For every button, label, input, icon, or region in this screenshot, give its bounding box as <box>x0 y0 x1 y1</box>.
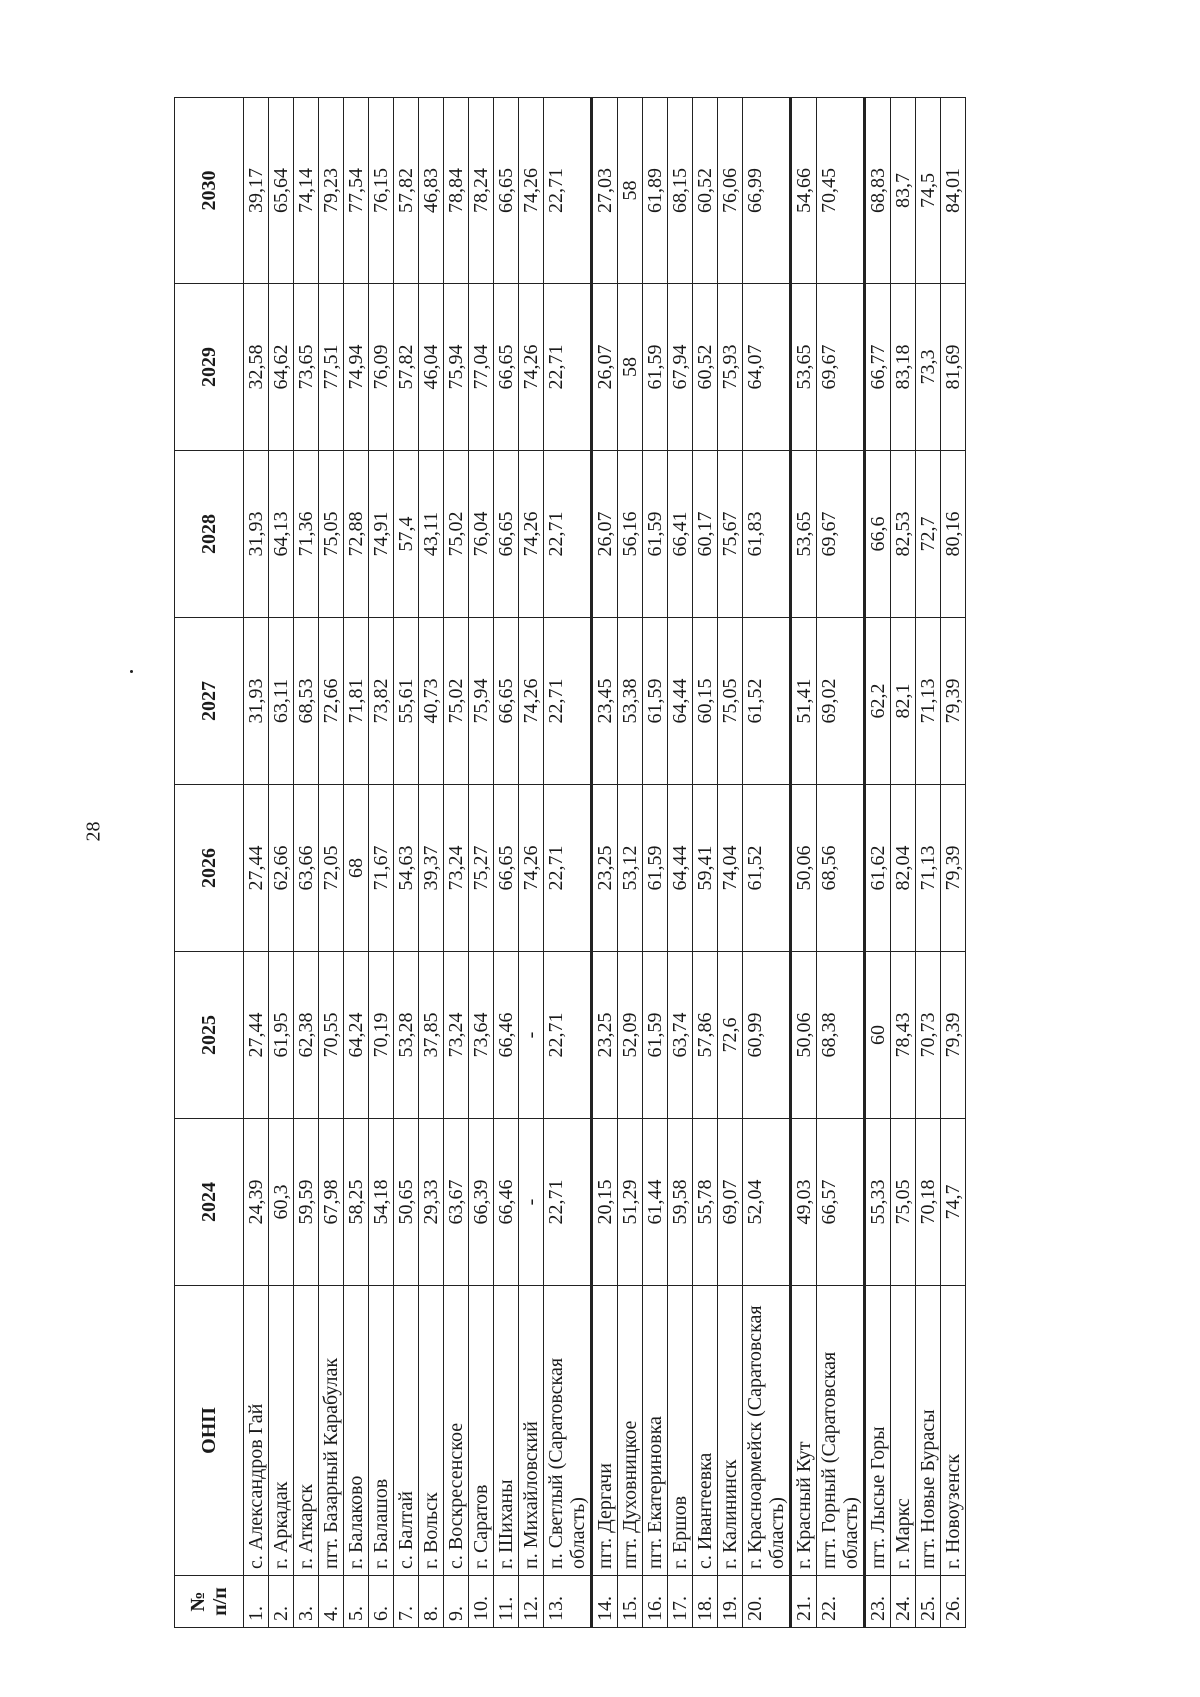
settlement-name: г. Балашов <box>369 1286 394 1576</box>
value-cell: 63,67 <box>444 1119 469 1286</box>
value-cell: 76,15 <box>369 98 394 284</box>
value-cell: 66,65 <box>494 451 519 618</box>
table-row <box>643 98 668 1628</box>
settlement-name: г. Аркадак <box>269 1286 294 1576</box>
table-row <box>743 98 791 1628</box>
value-cell: 82,1 <box>891 618 916 785</box>
value-cell: 39,17 <box>244 98 269 284</box>
header-year: 2029 <box>175 284 244 451</box>
value-cell: 46,83 <box>419 98 444 284</box>
row-number: 7. <box>394 1576 419 1628</box>
value-cell: 54,66 <box>791 98 817 284</box>
value-cell: 54,63 <box>394 785 419 952</box>
value-cell: 68,56 <box>817 785 865 952</box>
value-cell: 75,27 <box>469 785 494 952</box>
table-row <box>544 98 592 1628</box>
value-cell: 68,38 <box>817 952 865 1119</box>
row-number: 6. <box>369 1576 394 1628</box>
settlement-name: г. Калининск <box>718 1286 743 1576</box>
value-cell: 66,6 <box>865 451 891 618</box>
value-cell: 74,26 <box>519 98 544 284</box>
value-cell: 75,05 <box>718 618 743 785</box>
value-cell: 82,04 <box>891 785 916 952</box>
value-cell: 66,99 <box>743 98 791 284</box>
value-cell: 26,07 <box>592 284 618 451</box>
value-cell: 69,07 <box>718 1119 743 1286</box>
scan-dot <box>130 670 133 673</box>
table-row <box>319 98 344 1628</box>
row-number: 23. <box>865 1576 891 1628</box>
row-number: 24. <box>891 1576 916 1628</box>
value-cell: 23,25 <box>592 785 618 952</box>
value-cell: 59,41 <box>693 785 718 952</box>
settlement-name: г. Шиханы <box>494 1286 519 1576</box>
value-cell: 24,39 <box>244 1119 269 1286</box>
value-cell: 58,25 <box>344 1119 369 1286</box>
row-number: 19. <box>718 1576 743 1628</box>
value-cell: 77,04 <box>469 284 494 451</box>
header-name: ОНП <box>175 1286 244 1576</box>
value-cell: 22,71 <box>544 952 592 1119</box>
row-number: 4. <box>319 1576 344 1628</box>
value-cell: 75,94 <box>469 618 494 785</box>
value-cell: 66,65 <box>494 785 519 952</box>
value-cell: 61,52 <box>743 785 791 952</box>
row-number: 17. <box>668 1576 693 1628</box>
value-cell: 23,45 <box>592 618 618 785</box>
value-cell: 22,71 <box>544 618 592 785</box>
value-cell: 66,41 <box>668 451 693 618</box>
value-cell: 68,83 <box>865 98 891 284</box>
row-number: 11. <box>494 1576 519 1628</box>
value-cell: 75,02 <box>444 451 469 618</box>
header-number: № п/п <box>175 1576 244 1628</box>
value-cell: 53,65 <box>791 451 817 618</box>
value-cell: 84,01 <box>941 98 966 284</box>
table-row <box>891 98 916 1628</box>
value-cell: 70,19 <box>369 952 394 1119</box>
value-cell: 74,14 <box>294 98 319 284</box>
value-cell: 79,39 <box>941 785 966 952</box>
value-cell: 68,15 <box>668 98 693 284</box>
value-cell: 49,03 <box>791 1119 817 1286</box>
value-cell: 61,52 <box>743 618 791 785</box>
value-cell: 74,5 <box>916 98 941 284</box>
row-number: 12. <box>519 1576 544 1628</box>
value-cell: 75,93 <box>718 284 743 451</box>
value-cell: 69,02 <box>817 618 865 785</box>
settlement-name: г. Ершов <box>668 1286 693 1576</box>
row-number: 25. <box>916 1576 941 1628</box>
row-number: 9. <box>444 1576 469 1628</box>
value-cell: 39,37 <box>419 785 444 952</box>
row-number: 13. <box>544 1576 592 1628</box>
value-cell: 66,65 <box>494 618 519 785</box>
value-cell: 60,3 <box>269 1119 294 1286</box>
value-cell: 75,94 <box>444 284 469 451</box>
value-cell: 77,51 <box>319 284 344 451</box>
settlement-name: с. Александров Гай <box>244 1286 269 1576</box>
value-cell: 74,26 <box>519 618 544 785</box>
value-cell: 31,93 <box>244 451 269 618</box>
row-number: 3. <box>294 1576 319 1628</box>
value-cell: 40,73 <box>419 618 444 785</box>
settlement-name: с. Воскресенское <box>444 1286 469 1576</box>
value-cell: 60,17 <box>693 451 718 618</box>
table-row <box>444 98 469 1628</box>
row-number: 5. <box>344 1576 369 1628</box>
value-cell: 51,41 <box>791 618 817 785</box>
value-cell: 26,07 <box>592 451 618 618</box>
value-cell: 70,18 <box>916 1119 941 1286</box>
settlement-name: г. Саратов <box>469 1286 494 1576</box>
value-cell: 82,53 <box>891 451 916 618</box>
value-cell: 80,16 <box>941 451 966 618</box>
value-cell: 46,04 <box>419 284 444 451</box>
row-number: 22. <box>817 1576 865 1628</box>
value-cell: 83,18 <box>891 284 916 451</box>
value-cell: 66,65 <box>494 284 519 451</box>
settlement-name: г. Маркс <box>891 1286 916 1576</box>
value-cell: 60,52 <box>693 98 718 284</box>
row-number: 16. <box>643 1576 668 1628</box>
value-cell: 70,73 <box>916 952 941 1119</box>
value-cell: 72,05 <box>319 785 344 952</box>
value-cell: 22,71 <box>544 98 592 284</box>
value-cell: 61,62 <box>865 785 891 952</box>
value-cell: 61,59 <box>643 618 668 785</box>
header-year: 2030 <box>175 98 244 284</box>
value-cell: 55,33 <box>865 1119 891 1286</box>
table-row <box>865 98 891 1628</box>
value-cell: 73,82 <box>369 618 394 785</box>
value-cell: 78,43 <box>891 952 916 1119</box>
table-row <box>791 98 817 1628</box>
settlement-name: пгт. Екатериновка <box>643 1286 668 1576</box>
table-row <box>718 98 743 1628</box>
settlement-name: г. Новоузенск <box>941 1286 966 1576</box>
value-cell: 65,64 <box>269 98 294 284</box>
value-cell: - <box>519 1119 544 1286</box>
value-cell: 71,81 <box>344 618 369 785</box>
value-cell: 61,59 <box>643 284 668 451</box>
row-number: 10. <box>469 1576 494 1628</box>
value-cell: 57,82 <box>394 284 419 451</box>
header-year: 2028 <box>175 451 244 618</box>
table-row <box>494 98 519 1628</box>
settlement-name: пгт. Дергачи <box>592 1286 618 1576</box>
value-cell: 75,02 <box>444 618 469 785</box>
table-row <box>916 98 941 1628</box>
value-cell: 69,67 <box>817 284 865 451</box>
value-cell: 54,18 <box>369 1119 394 1286</box>
value-cell: 22,71 <box>544 1119 592 1286</box>
value-cell: 76,06 <box>718 98 743 284</box>
value-cell: 72,88 <box>344 451 369 618</box>
row-number: 14. <box>592 1576 618 1628</box>
table-row <box>592 98 618 1628</box>
table-body <box>244 98 966 1628</box>
value-cell: 78,84 <box>444 98 469 284</box>
value-cell: 51,29 <box>618 1119 643 1286</box>
value-cell: 67,94 <box>668 284 693 451</box>
value-cell: 27,03 <box>592 98 618 284</box>
table-row <box>469 98 494 1628</box>
value-cell: 76,09 <box>369 284 394 451</box>
value-cell: 74,91 <box>369 451 394 618</box>
value-cell: 71,13 <box>916 785 941 952</box>
settlement-name: г. Красноармейск (Саратовская область) <box>743 1286 791 1576</box>
row-number: 8. <box>419 1576 444 1628</box>
value-cell: 78,24 <box>469 98 494 284</box>
value-cell: 74,94 <box>344 284 369 451</box>
settlement-name: пгт. Лысые Горы <box>865 1286 891 1576</box>
value-cell: 61,59 <box>643 952 668 1119</box>
value-cell: 62,38 <box>294 952 319 1119</box>
value-cell: 29,33 <box>419 1119 444 1286</box>
value-cell: 22,71 <box>544 451 592 618</box>
table-row <box>369 98 394 1628</box>
table-row <box>344 98 369 1628</box>
value-cell: 61,83 <box>743 451 791 618</box>
value-cell: 61,95 <box>269 952 294 1119</box>
value-cell: 76,04 <box>469 451 494 618</box>
value-cell: 59,58 <box>668 1119 693 1286</box>
value-cell: 50,06 <box>791 785 817 952</box>
value-cell: 57,86 <box>693 952 718 1119</box>
value-cell: 58 <box>618 98 643 284</box>
value-cell: 53,12 <box>618 785 643 952</box>
value-cell: 58 <box>618 284 643 451</box>
value-cell: 61,59 <box>643 785 668 952</box>
value-cell: 68 <box>344 785 369 952</box>
row-number: 21. <box>791 1576 817 1628</box>
value-cell: - <box>519 952 544 1119</box>
table-header-row <box>175 98 244 1628</box>
header-year: 2026 <box>175 785 244 952</box>
value-cell: 22,71 <box>544 284 592 451</box>
header-year: 2025 <box>175 952 244 1119</box>
value-cell: 52,04 <box>743 1119 791 1286</box>
value-cell: 52,09 <box>618 952 643 1119</box>
value-cell: 64,44 <box>668 785 693 952</box>
value-cell: 63,11 <box>269 618 294 785</box>
settlement-name: п. Михайловский <box>519 1286 544 1576</box>
value-cell: 71,13 <box>916 618 941 785</box>
value-cell: 55,61 <box>394 618 419 785</box>
value-cell: 73,64 <box>469 952 494 1119</box>
settlement-name: с. Ивантеевка <box>693 1286 718 1576</box>
value-cell: 66,46 <box>494 1119 519 1286</box>
value-cell: 61,59 <box>643 451 668 618</box>
value-cell: 64,44 <box>668 618 693 785</box>
value-cell: 83,7 <box>891 98 916 284</box>
value-cell: 50,65 <box>394 1119 419 1286</box>
value-cell: 66,77 <box>865 284 891 451</box>
value-cell: 60,15 <box>693 618 718 785</box>
value-cell: 68,53 <box>294 618 319 785</box>
settlement-values-table <box>174 97 966 1628</box>
value-cell: 71,36 <box>294 451 319 618</box>
value-cell: 22,71 <box>544 785 592 952</box>
row-number: 20. <box>743 1576 791 1628</box>
value-cell: 70,45 <box>817 98 865 284</box>
value-cell: 55,78 <box>693 1119 718 1286</box>
value-cell: 31,93 <box>244 618 269 785</box>
value-cell: 64,24 <box>344 952 369 1119</box>
row-number: 18. <box>693 1576 718 1628</box>
value-cell: 69,67 <box>817 451 865 618</box>
value-cell: 27,44 <box>244 785 269 952</box>
value-cell: 43,11 <box>419 451 444 618</box>
value-cell: 75,05 <box>891 1119 916 1286</box>
value-cell: 53,28 <box>394 952 419 1119</box>
value-cell: 57,82 <box>394 98 419 284</box>
settlement-name: пгт. Базарный Карабулак <box>319 1286 344 1576</box>
settlement-name: г. Вольск <box>419 1286 444 1576</box>
value-cell: 67,98 <box>319 1119 344 1286</box>
table-row <box>817 98 865 1628</box>
value-cell: 23,25 <box>592 952 618 1119</box>
table-row <box>693 98 718 1628</box>
value-cell: 60 <box>865 952 891 1119</box>
value-cell: 72,6 <box>718 952 743 1119</box>
value-cell: 66,39 <box>469 1119 494 1286</box>
header-year: 2024 <box>175 1119 244 1286</box>
value-cell: 66,65 <box>494 98 519 284</box>
row-number: 15. <box>618 1576 643 1628</box>
value-cell: 74,7 <box>941 1119 966 1286</box>
value-cell: 62,2 <box>865 618 891 785</box>
settlement-name: г. Красный Кут <box>791 1286 817 1576</box>
value-cell: 70,55 <box>319 952 344 1119</box>
value-cell: 75,05 <box>319 451 344 618</box>
value-cell: 63,74 <box>668 952 693 1119</box>
value-cell: 71,67 <box>369 785 394 952</box>
settlement-name: г. Балаково <box>344 1286 369 1576</box>
row-number: 2. <box>269 1576 294 1628</box>
settlement-name: п. Светлый (Саратовская область) <box>544 1286 592 1576</box>
value-cell: 60,99 <box>743 952 791 1119</box>
settlement-name: пгт. Горный (Саратовская область) <box>817 1286 865 1576</box>
settlement-name: с. Балтай <box>394 1286 419 1576</box>
page-number: 28 <box>82 821 105 842</box>
value-cell: 61,44 <box>643 1119 668 1286</box>
settlement-name: пгт. Новые Бурасы <box>916 1286 941 1576</box>
value-cell: 73,65 <box>294 284 319 451</box>
value-cell: 79,39 <box>941 952 966 1119</box>
value-cell: 60,52 <box>693 284 718 451</box>
row-number: 1. <box>244 1576 269 1628</box>
table-row <box>668 98 693 1628</box>
value-cell: 32,58 <box>244 284 269 451</box>
table-row <box>419 98 444 1628</box>
value-cell: 72,66 <box>319 618 344 785</box>
value-cell: 61,89 <box>643 98 668 284</box>
value-cell: 66,57 <box>817 1119 865 1286</box>
value-cell: 75,67 <box>718 451 743 618</box>
value-cell: 81,69 <box>941 284 966 451</box>
value-cell: 79,23 <box>319 98 344 284</box>
value-cell: 37,85 <box>419 952 444 1119</box>
value-cell: 74,04 <box>718 785 743 952</box>
table-row <box>244 98 269 1628</box>
value-cell: 74,26 <box>519 451 544 618</box>
value-cell: 72,7 <box>916 451 941 618</box>
value-cell: 27,44 <box>244 952 269 1119</box>
value-cell: 73,24 <box>444 785 469 952</box>
table-row <box>618 98 643 1628</box>
value-cell: 59,59 <box>294 1119 319 1286</box>
header-year: 2027 <box>175 618 244 785</box>
settlement-name: г. Аткарск <box>294 1286 319 1576</box>
row-number: 26. <box>941 1576 966 1628</box>
value-cell: 53,65 <box>791 284 817 451</box>
value-cell: 56,16 <box>618 451 643 618</box>
table-row <box>941 98 966 1628</box>
value-cell: 73,3 <box>916 284 941 451</box>
value-cell: 66,46 <box>494 952 519 1119</box>
table-row <box>294 98 319 1628</box>
table-row <box>269 98 294 1628</box>
value-cell: 63,66 <box>294 785 319 952</box>
table-row <box>519 98 544 1628</box>
value-cell: 64,13 <box>269 451 294 618</box>
value-cell: 53,38 <box>618 618 643 785</box>
value-cell: 77,54 <box>344 98 369 284</box>
value-cell: 50,06 <box>791 952 817 1119</box>
value-cell: 74,26 <box>519 284 544 451</box>
table-row <box>394 98 419 1628</box>
value-cell: 20,15 <box>592 1119 618 1286</box>
value-cell: 64,62 <box>269 284 294 451</box>
value-cell: 73,24 <box>444 952 469 1119</box>
value-cell: 62,66 <box>269 785 294 952</box>
value-cell: 64,07 <box>743 284 791 451</box>
rotated-table-container <box>174 98 1004 1628</box>
value-cell: 74,26 <box>519 785 544 952</box>
value-cell: 57,4 <box>394 451 419 618</box>
value-cell: 79,39 <box>941 618 966 785</box>
settlement-name: пгт. Духовницкое <box>618 1286 643 1576</box>
